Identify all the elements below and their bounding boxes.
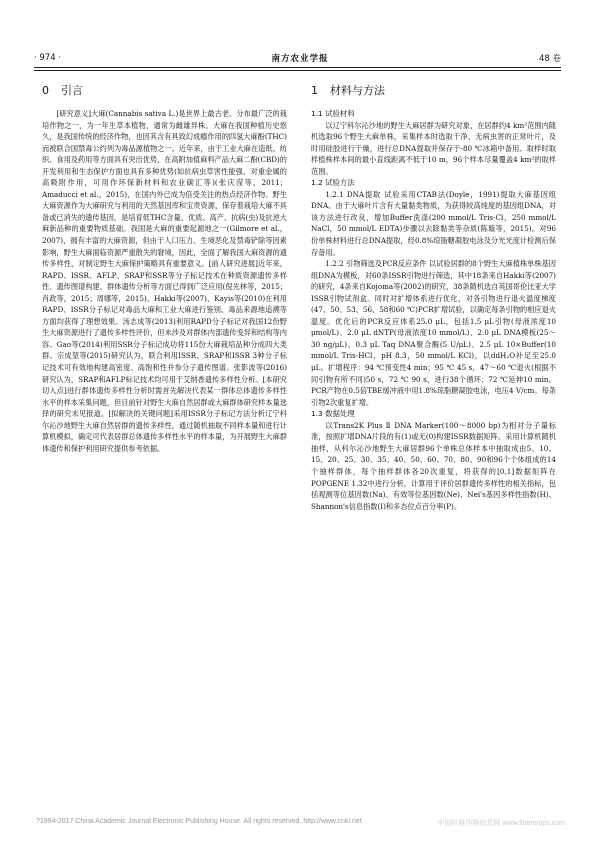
page-number: · 974 · xyxy=(34,53,62,63)
intro-heading-number: 0 xyxy=(42,84,49,97)
right-column xyxy=(311,84,556,512)
section-1-1-title: 1.1 试验材料 xyxy=(311,109,355,118)
intro-heading-text: 引言 xyxy=(61,84,83,97)
section-1-1-text: 以辽宁科尔沁沙地的野生大麻居群为研究对象，在居群约4 km²范围内随机选取96个野生大麻单株，采集样本时选取干净、无病虫害的正常叶片，及时用硅胶进行干燥，进行总DNA提取并保存于-80 ℃冰箱中备用。取样时取样植株样本间的最小直线距离不低于10 m，96个样本尽量覆盖4 km²的取样范围。 xyxy=(311,120,556,176)
watermark: 中国纤维作物信息网 www.fibercrops.com xyxy=(437,820,565,827)
methods-heading-number: 1 xyxy=(311,84,318,97)
running-header xyxy=(34,50,561,66)
header-rule-thick xyxy=(34,67,561,68)
journal-title: 南方农业学报 xyxy=(271,54,329,64)
header-rule-thin xyxy=(34,70,561,71)
section-1-2-2-text: 1.2.2 引物筛选及PCR反应条件 以试验居群的8个野生大麻植株单株基因组DNA为模板，对60条ISSR引物进行筛选，其中18条来自Hakki等(2007)的研究，4条来自Kojoma等(2002)的研究，38条随机选自英国哥伦比亚大学ISSR引物试剂盒。同时对扩增体系进行优化，对各引物进行退火温度梯度(47、50、53、56、58和60 ℃)PCR扩增试验，以确定每条引物的相应退火温度。优化后的PCR反应体系25.0 μL，包括1.5 μL引物(母液浓度10 μmol/L)、2.0 μL dNTP(母液浓度10 mmol/L)、2.0 μL DNA模板(25～30 ng/μL)、0.3 μL Taq DNA聚合酶(5 U/μL)、2.5 μL 10×Buffer(10 mmol/L Tris-HCl，pH 8.3，50 mmol/L KCl)，以ddH₂O补足至25.0 μL。扩增程序：94 ℃预变性4 min；95 ℃ 45 s，47～60 ℃退火(根据不同引物有所不同)50 s，72 ℃ 90 s，进行38个循环；72 ℃延伸10 min。PCR产物在0.5倍TBE缓冲液中用1.8%琼脂糖凝胶电泳，电压4 V/cm。每条引物2次重复扩增。 xyxy=(311,259,556,407)
left-column xyxy=(42,84,287,454)
section-1-2-title: 1.2 试验方法 xyxy=(311,178,355,188)
methods-heading-text: 材料与方法 xyxy=(330,84,385,97)
copyright-line: ?1994-2017 China Academic Journal Electronic Publishing House. All rights reserved. http://www.cnki.net xyxy=(36,818,362,825)
volume-label: 48 卷 xyxy=(538,54,561,64)
intro-heading xyxy=(42,84,287,98)
methods-heading xyxy=(311,84,556,98)
page-footer xyxy=(36,818,565,828)
section-1-3-text: 以Trans2K Plus Ⅱ DNA Marker(100～8000 bp)为相对分子量标准，按照扩增DNA片段的有(1)或无(0)构建ISSR数据矩阵。采用计算机随机抽样，从科尔沁沙地野生大麻居群96个单株总体样本中抽取成由5、10、15、20、25、30、35、40、50、60、70、80、90和96个个体组成的14个抽样群体，每个抽样群体各20次重复，将获得的[0,1]数据矩阵在POPGENE 1.32中进行分析，计算用于评价居群遗传多样性的相关指标，包括观测等位基因数(Na)、有效等位基因数(Ne)、Nei's基因多样性指数(H)、Shannon's信息指数(I)和多态位点百分率(P)。 xyxy=(311,420,556,511)
intro-paragraph: [研究意义]大麻(Cannabis sativa L.)是世界上最古老、分布最广泛的栽培作物之一，为一年生草本植物，通常为雌雄异株。大麻在我国种植历史悠久，是我国传统的经济作物，也因其含有具致幻成瘾作用的四氢大麻酚(THC)而被联合国禁毒公约列为毒品源植物之一。近年来，由于工业大麻在造纸、纺织、食用及药用等方面具有突出优势，在高附加值麻料产品大麻二酚(CBD)的开发利用和生态保护方面也具有多种优势(如抗病虫草害性能强、对重金属的高吸附作用，可用作环保新材料和农业碳汇等)(张庆滢等，2011；Amaducci et al.，2015)，在国内外已成为倍受关注的热点经济作物。野生大麻资源作为大麻研究与利用的天然基因库和宝贵资源，保存着栽培大麻不具备或已消失的遗传基因，是培育低THC含量、优质、高产、抗病(虫)及抗逆大麻新品种的重要物质基础。我国是大麻的重要起源地之一(Gilmore et al.，2007)，拥有丰富的大麻资源，但由于人口压力、生境恶化及禁毒铲除等因素影响，野生大麻面临资源严重散失的窘境，因此，全面了解我国大麻资源的遗传多样性，对制定野生大麻保护策略具有重要意义。[前人研究进展]近年来，RAPD、ISSR、AFLP、SRAP和SSR等分子标记技术在种质资源遗传多样性、遗传图谱构建、群体遗传分析等方面已得到广泛应用(倪先林等，2015；肖政等，2015；周娜等，2015)。Hakki等(2007)、Kayis等(2010)在利用RAPD、ISSR分子标记对毒品大麻和工业大麻进行鉴别、毒品来源地追溯等方面均获得了理想效果。汤志成等(2013)利用RAPD分子标记对我国12份野生大麻资源进行了遗传多样性评价，但未涉及对群体内部遗传变异和结构等内容。Gao等(2014)利用SSR分子标记成功将115份大麻栽培品种分成四大类群。宗成堃等(2015)研究认为，联合利用ISSR、SRAP和ISSR 3种分子标记技术可有效地构建高密度、高饱和性并参分子遗传图谱。张影波等(2016)研究认为，SRAP和AFLP标记技术均可用于艾纳香遗传多样性分析。[本研究切入点]进行群体遗传多样性分析时需首先解决代表某一群体总体遗传多样性水平的样本采集问题，但目前针对野生大麻自然居群或大麻群体研究样本量选择的研究未见报道。[拟解决的关键问题]采用ISSR分子标记方法分析辽宁科尔沁沙地野生大麻自然居群的遗传多样性，通过随机抽取不同样本量和进行计算机模拟，确定可代表居群总体遗传多样性水平的样本量，为开展野生大麻群体遗传和保护利用研究提供参考依据。 xyxy=(42,109,287,453)
section-1-3-title: 1.3 数据处理 xyxy=(311,409,355,419)
section-1-2-1-text: 1.2.1 DNA提取 试验采用CTAB法(Doyle，1991)提取大麻基因组DNA。由于大麻叶片含有大量黏类物质，为获得较高纯度的基因组DNA，对该方法进行改良，增加Buffer洗涤(200 mmol/L Tris-Cl，250 mmol/L NaCl，50 mmol/L EDTA)步骤以去除黏类等杂质(陈璇等，2015)。对96份单株材料进行总DNA提取，经0.8%琼脂糖凝胶电泳及分光光度计检测后保存备用。 xyxy=(311,189,556,257)
